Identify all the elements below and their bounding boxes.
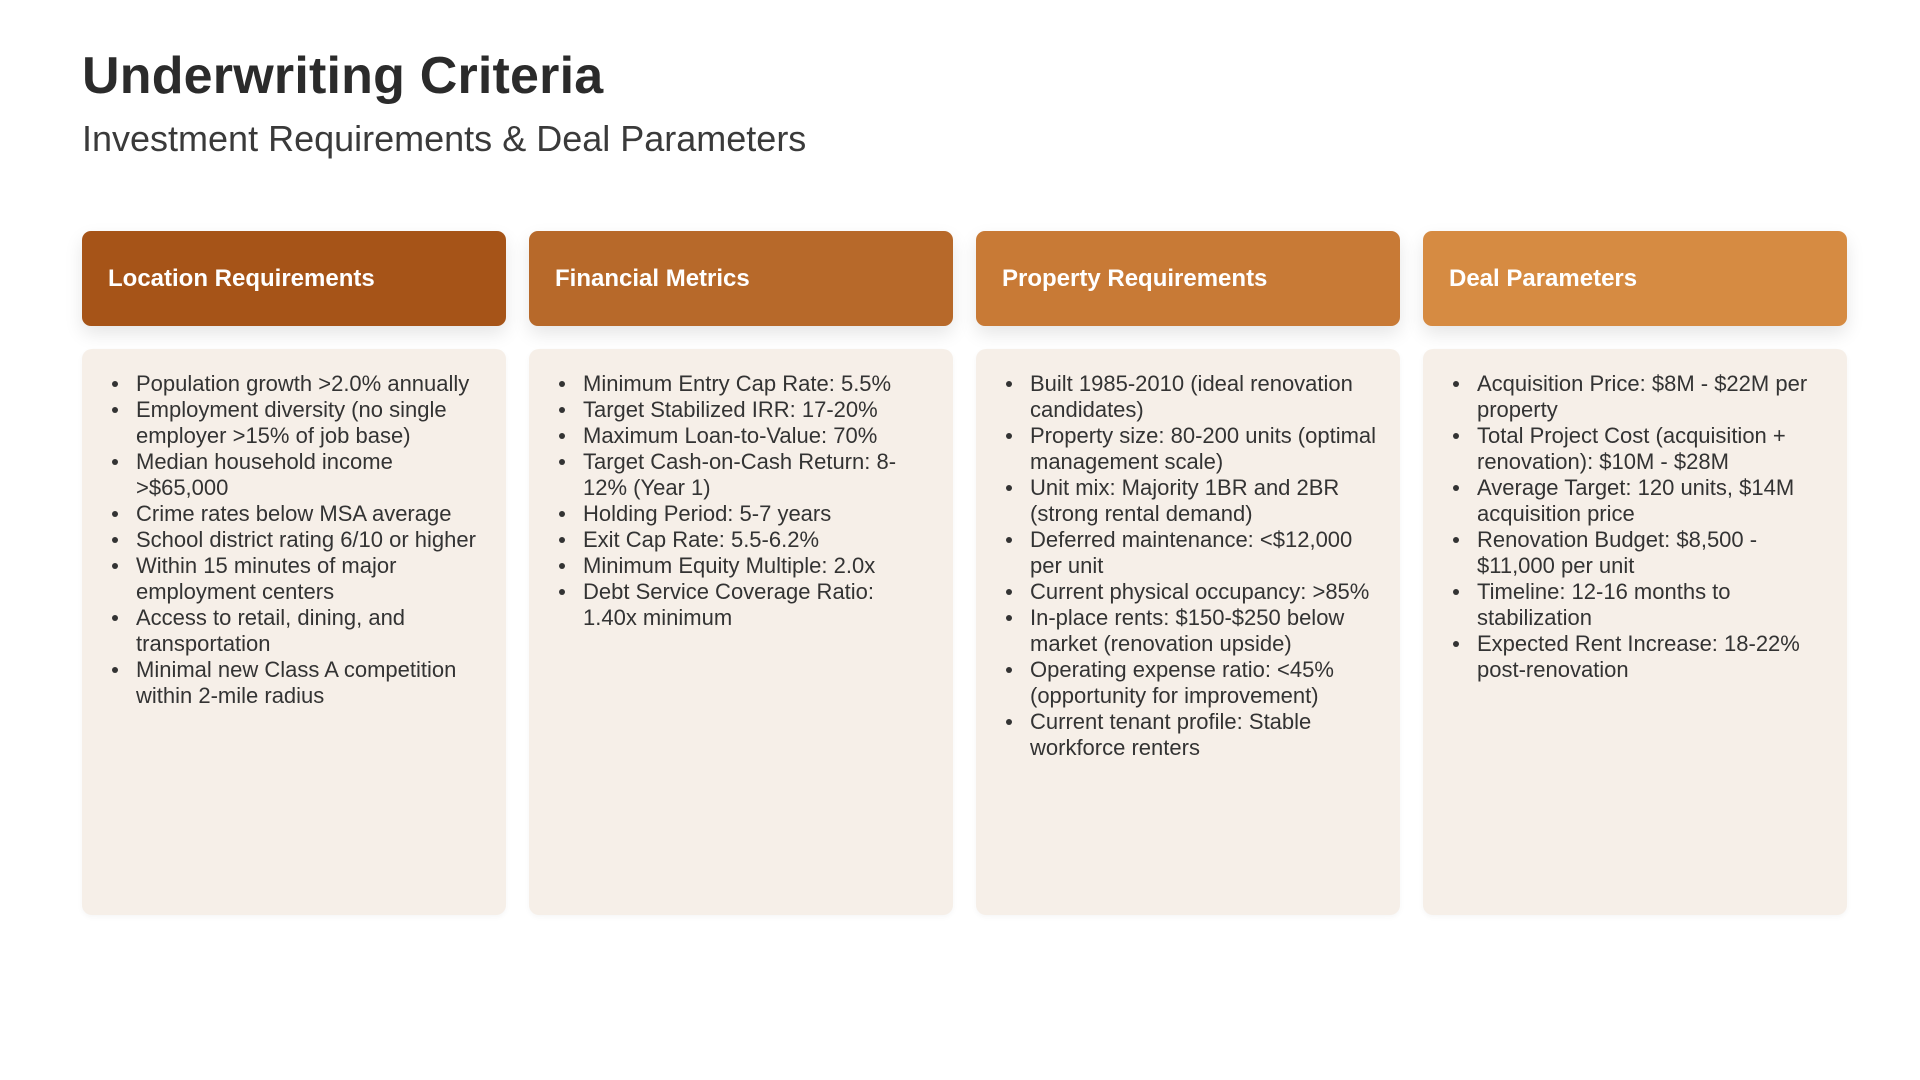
list-item: Renovation Budget: $8,500 - $11,000 per unit xyxy=(1477,527,1825,579)
list-item: Median household income >$65,000 xyxy=(136,449,484,501)
list-item: Total Project Cost (acquisition + renovation): $10M - $28M xyxy=(1477,423,1825,475)
criteria-columns xyxy=(82,231,1850,915)
list-item: Operating expense ratio: <45% (opportunity for improvement) xyxy=(1030,657,1378,709)
list-item: Target Stabilized IRR: 17-20% xyxy=(583,397,931,423)
list-item: Crime rates below MSA average xyxy=(136,501,484,527)
list-item: Population growth >2.0% annually xyxy=(136,371,484,397)
list-item: Minimal new Class A competition within 2-mile radius xyxy=(136,657,484,709)
column-body xyxy=(82,349,506,915)
column-body xyxy=(1423,349,1847,915)
list-item: Exit Cap Rate: 5.5-6.2% xyxy=(583,527,931,553)
list-item: Holding Period: 5-7 years xyxy=(583,501,931,527)
page-subtitle: Investment Requirements & Deal Parameters xyxy=(82,118,807,159)
column-header: Deal Parameters xyxy=(1423,231,1847,326)
list-item: Timeline: 12-16 months to stabilization xyxy=(1477,579,1825,631)
criteria-list xyxy=(1449,371,1825,683)
column-location-requirements xyxy=(82,231,506,915)
page-title: Underwriting Criteria xyxy=(82,47,604,105)
criteria-list xyxy=(108,371,484,709)
list-item: Expected Rent Increase: 18-22% post-renovation xyxy=(1477,631,1825,683)
list-item: Acquisition Price: $8M - $22M per property xyxy=(1477,371,1825,423)
column-header: Location Requirements xyxy=(82,231,506,326)
list-item: Built 1985-2010 (ideal renovation candidates) xyxy=(1030,371,1378,423)
column-header: Property Requirements xyxy=(976,231,1400,326)
criteria-list xyxy=(555,371,931,631)
list-item: Average Target: 120 units, $14M acquisition price xyxy=(1477,475,1825,527)
list-item: Current physical occupancy: >85% xyxy=(1030,579,1378,605)
list-item: Maximum Loan-to-Value: 70% xyxy=(583,423,931,449)
list-item: Employment diversity (no single employer >15% of job base) xyxy=(136,397,484,449)
list-item: Debt Service Coverage Ratio: 1.40x minimum xyxy=(583,579,931,631)
list-item: Target Cash-on-Cash Return: 8-12% (Year 1) xyxy=(583,449,931,501)
list-item: In-place rents: $150-$250 below market (renovation upside) xyxy=(1030,605,1378,657)
list-item: Access to retail, dining, and transportation xyxy=(136,605,484,657)
list-item: Deferred maintenance: <$12,000 per unit xyxy=(1030,527,1378,579)
list-item: Unit mix: Majority 1BR and 2BR (strong rental demand) xyxy=(1030,475,1378,527)
list-item: Minimum Entry Cap Rate: 5.5% xyxy=(583,371,931,397)
column-header: Financial Metrics xyxy=(529,231,953,326)
list-item: Current tenant profile: Stable workforce renters xyxy=(1030,709,1378,761)
list-item: School district rating 6/10 or higher xyxy=(136,527,484,553)
column-body xyxy=(529,349,953,915)
column-body xyxy=(976,349,1400,915)
list-item: Property size: 80-200 units (optimal management scale) xyxy=(1030,423,1377,474)
column-deal-parameters xyxy=(1423,231,1847,915)
list-item: Minimum Equity Multiple: 2.0x xyxy=(583,553,931,579)
column-financial-metrics xyxy=(529,231,953,915)
list-item: Within 15 minutes of major employment centers xyxy=(136,553,484,605)
column-property-requirements xyxy=(976,231,1400,915)
criteria-list xyxy=(1002,371,1378,761)
